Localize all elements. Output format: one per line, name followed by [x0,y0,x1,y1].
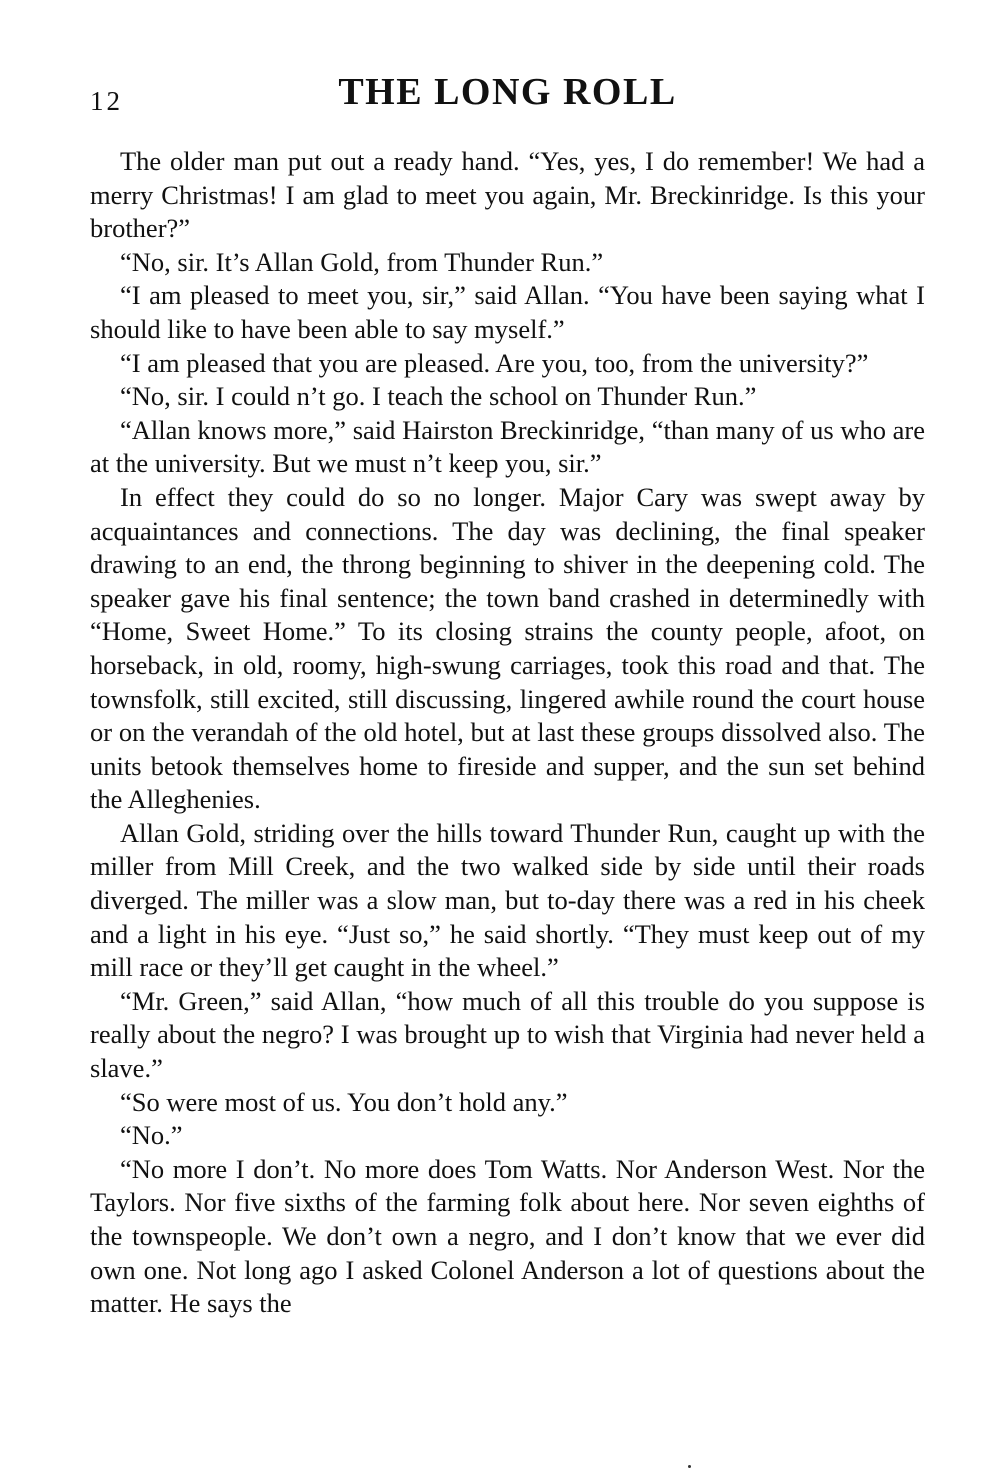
paragraph: Allan Gold, striding over the hills toward Thunder Run, caught up with the miller from Mill Creek, and the two walked side by side until their roads diverged. The miller was a slow man, but to-day there was a red in his cheek and a light in his eye. “Just so,” he said shortly. “They must keep out of my mill race or they’ll get caught in the wheel.” [90,817,925,983]
paragraph: “Mr. Green,” said Allan, “how much of all this trouble do you suppose is really about the negro? I was brought up to wish that Virginia had never held a slave.” [90,985,925,1084]
running-head [90,70,925,130]
paragraph: “Allan knows more,” said Hairston Breckinridge, “than many of us who are at the university. But we must n’t keep you, sir.” [90,414,925,479]
scan-speck [688,1465,691,1468]
paragraph: “No, sir. I could n’t go. I teach the school on Thunder Run.” [120,381,757,412]
paragraph: “No, sir. It’s Allan Gold, from Thunder Run.” [120,246,604,277]
paragraph: “No.” [120,1120,183,1151]
paragraph: The older man put out a ready hand. “Yes, yes, I do remember! We had a merry Christmas! I am glad to meet you again, Mr. Breckinridge. Is this your brother?” [90,146,925,244]
book-title: THE LONG ROLL [338,71,677,113]
paragraph: “So were most of us. You don’t hold any.” [120,1086,568,1117]
paragraph: In effect they could do so no longer. Major Cary was swept away by acquaintances and connections. The day was declining, the final speaker drawing to an end, the throng beginning to shiver in the deepening cold. The speaker gave his final sentence; the town band crashed in determinedly with “Home, Sweet Home.” To its closing strains the county people, afoot, on horseback, in old, roomy, high-swung carriages, took this road and that. The townsfolk, still excited, still discussing, lingered awhile round the court house or on the verandah of the old hotel, but at last these groups dissolved also. The units betook themselves home to fireside and supper, and the sun set behind the Alleghenies. [90,481,925,815]
page-number: 12 [90,86,123,116]
paragraph: “No more I don’t. No more does Tom Watts. Nor Anderson West. Nor the Taylors. Nor five sixths of the farming folk about here. Nor seven eighths of the townspeople. We don’t own a negro, and I don’t know that we ever did own one. Not long ago I asked Colonel Anderson a lot of questions about the matter. He says the [90,1153,925,1319]
body-text [90,145,925,1321]
paragraph: “I am pleased that you are pleased. Are you, too, from the university?” [120,347,869,378]
paragraph: “I am pleased to meet you, sir,” said Allan. “You have been saying what I should like to have been able to say myself.” [90,280,925,344]
